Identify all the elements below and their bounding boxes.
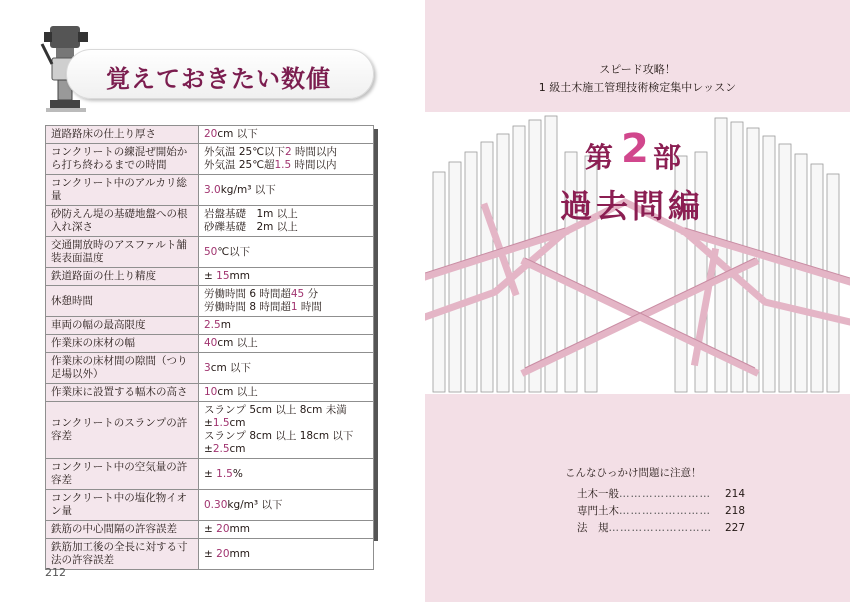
- value-line: [204, 246, 368, 259]
- row-value: [199, 126, 374, 144]
- table-row: [46, 539, 374, 570]
- value-number: 20: [204, 128, 218, 140]
- title-banner: [66, 49, 374, 99]
- value-line: [204, 404, 368, 430]
- value-number: 1.5: [212, 417, 230, 429]
- row-label: コンクリートのスランプの許容差: [46, 402, 199, 459]
- part-prefix: 第: [585, 141, 614, 174]
- row-label: 鉄筋加工後の全長に対する寸法の許容誤差: [46, 539, 199, 570]
- value-number: 15: [216, 270, 230, 282]
- series-title-line1: スピード攻略！: [599, 63, 676, 76]
- toc-page-number: 227: [724, 522, 745, 534]
- row-value: [199, 539, 374, 570]
- table-row: [46, 459, 374, 490]
- row-value: [199, 335, 374, 353]
- row-label: 交通開放時のアスファルト舗装表面温度: [46, 237, 199, 268]
- value-line: [204, 288, 368, 301]
- row-value: [199, 353, 374, 384]
- value-prefix: 労働時間 8 時間超: [204, 301, 291, 313]
- row-label: 作業床に設置する幅木の高さ: [46, 384, 199, 402]
- toc-list: [565, 486, 745, 537]
- value-number: 2: [285, 146, 292, 158]
- value-line: [204, 430, 368, 456]
- value-line: [204, 548, 368, 561]
- part-suffix: 部: [653, 141, 682, 174]
- value-unit: cm: [229, 443, 246, 455]
- table-row: [46, 126, 374, 144]
- value-unit: cm 以上: [217, 337, 258, 349]
- value-line: [204, 523, 368, 536]
- toc-item: [577, 503, 745, 520]
- value-unit: 1m 以上: [246, 208, 298, 220]
- row-label: 作業床の床材間の隙間（つり足場以外）: [46, 353, 199, 384]
- values-table-body: [46, 126, 374, 570]
- value-prefix: ±: [204, 467, 217, 480]
- row-label: 作業床の床材の幅: [46, 335, 199, 353]
- value-number: 40: [204, 337, 218, 349]
- value-prefix: 労働時間 6 時間超: [204, 288, 291, 300]
- row-value: [199, 402, 374, 459]
- row-label: コンクリート中の塩化物イオン量: [46, 490, 199, 521]
- value-unit: ℃以下: [217, 245, 251, 258]
- part-number: 2: [621, 126, 649, 172]
- table-row: [46, 268, 374, 286]
- value-line: [204, 159, 368, 172]
- value-unit: 2m 以上: [246, 221, 298, 233]
- row-value: [199, 144, 374, 175]
- value-prefix: スランプ 8cm 以上 18cm 以下 ±: [204, 430, 364, 455]
- table-row: [46, 317, 374, 335]
- row-value: [199, 384, 374, 402]
- row-value: [199, 286, 374, 317]
- value-number: 1.5: [274, 159, 292, 171]
- row-label: コンクリート中のアルカリ総量: [46, 175, 199, 206]
- toc-item-label: 土木一般: [577, 488, 619, 500]
- row-value: [199, 206, 374, 237]
- table-row: [46, 353, 374, 384]
- toc-page-number: 218: [724, 505, 745, 517]
- value-unit: mm: [229, 547, 250, 560]
- value-prefix: 外気温 25℃超: [204, 159, 275, 171]
- value-prefix: スランプ 5cm 以上 8cm 未満 ±: [204, 404, 358, 429]
- row-label: 鉄筋の中心間隔の許容誤差: [46, 521, 199, 539]
- right-page: [425, 0, 850, 602]
- table-row: [46, 490, 374, 521]
- values-table: [45, 125, 374, 570]
- value-line: [204, 146, 368, 159]
- value-unit: kg/m³ 以下: [227, 498, 283, 511]
- value-line: [204, 468, 368, 481]
- table-row: [46, 286, 374, 317]
- value-number: 1.5: [216, 467, 233, 480]
- row-label: 鉄道路面の仕上り精度: [46, 268, 199, 286]
- page-number: 212: [45, 566, 66, 579]
- row-value: [199, 521, 374, 539]
- value-number: 20: [216, 547, 230, 560]
- value-line: [204, 184, 368, 197]
- table-row: [46, 175, 374, 206]
- value-unit: 時間以内: [291, 146, 338, 158]
- value-number: 0.30: [204, 498, 228, 511]
- table-of-contents: [565, 465, 745, 537]
- value-unit: m: [220, 319, 231, 331]
- row-value: [199, 317, 374, 335]
- value-prefix: 砂礫基礎: [204, 221, 246, 233]
- value-number: 2.5: [204, 319, 221, 331]
- value-prefix: ±: [204, 547, 217, 560]
- value-number: 3.0: [204, 183, 221, 196]
- value-unit: %: [232, 467, 243, 480]
- row-label: コンクリート中の空気量の許容差: [46, 459, 199, 490]
- value-unit: mm: [229, 270, 250, 282]
- row-label: 車両の幅の最高限度: [46, 317, 199, 335]
- value-prefix: ±: [204, 523, 217, 535]
- toc-leader-dots: ……………………: [619, 488, 711, 500]
- value-line: [204, 208, 368, 221]
- toc-page-number: 214: [724, 488, 745, 500]
- value-line: [204, 386, 368, 399]
- value-unit: cm 以上: [217, 386, 258, 398]
- value-line: [204, 270, 368, 283]
- value-line: [204, 301, 368, 314]
- toc-leader-dots: ………………………: [608, 522, 712, 534]
- row-value: [199, 175, 374, 206]
- volume-title: 過去問編: [560, 187, 705, 225]
- row-label: 休憩時間: [46, 286, 199, 317]
- toc-item: [577, 486, 745, 503]
- row-label: 道路路床の仕上り厚さ: [46, 126, 199, 144]
- value-unit: 時間: [297, 301, 322, 313]
- value-line: [204, 319, 368, 332]
- table-row: [46, 206, 374, 237]
- value-unit: cm 以下: [210, 361, 252, 374]
- value-prefix: ±: [204, 270, 217, 282]
- value-number: 3: [204, 361, 211, 374]
- value-number: 2.5: [212, 443, 230, 455]
- value-number: 10: [204, 386, 218, 398]
- value-number: 50: [204, 245, 218, 258]
- value-line: [204, 499, 368, 512]
- row-label: コンクリートの練混ぜ開始から打ち終わるまでの時間: [46, 144, 199, 175]
- toc-heading: こんなひっかけ問題に注意！: [565, 467, 702, 479]
- value-unit: cm: [229, 417, 246, 429]
- page-title: 覚えておきたい数値: [106, 65, 331, 93]
- table-row: [46, 237, 374, 268]
- value-unit: cm 以下: [217, 128, 258, 140]
- row-value: [199, 237, 374, 268]
- value-prefix: 外気温 25℃以下: [204, 146, 285, 158]
- table-row: [46, 335, 374, 353]
- value-line: [204, 362, 368, 375]
- value-number: 1: [290, 301, 298, 313]
- value-unit: mm: [229, 523, 250, 535]
- series-title-line2: 1 級土木施工管理技術検定集中レッスン: [538, 81, 737, 94]
- row-label: 砂防えん堤の基礎地盤への根入れ深さ: [46, 206, 199, 237]
- value-number: 45: [290, 288, 305, 300]
- value-line: [204, 221, 368, 234]
- table-row: [46, 402, 374, 459]
- value-line: [204, 128, 368, 141]
- row-value: [199, 268, 374, 286]
- toc-item: [577, 520, 745, 537]
- toc-item-label: 法 規: [577, 522, 609, 534]
- row-value: [199, 490, 374, 521]
- table-row: [46, 384, 374, 402]
- value-prefix: 岩盤基礎: [204, 208, 246, 220]
- row-value: [199, 459, 374, 490]
- toc-leader-dots: ……………………: [619, 505, 711, 517]
- value-unit: 時間以内: [291, 159, 337, 171]
- value-line: [204, 337, 368, 350]
- toc-item-label: 専門土木: [577, 505, 619, 517]
- values-table-wrapper: [45, 125, 374, 566]
- value-unit: kg/m³ 以下: [220, 183, 276, 196]
- table-row: [46, 521, 374, 539]
- value-number: 20: [216, 523, 230, 535]
- value-unit: 分: [304, 288, 319, 300]
- table-row: [46, 144, 374, 175]
